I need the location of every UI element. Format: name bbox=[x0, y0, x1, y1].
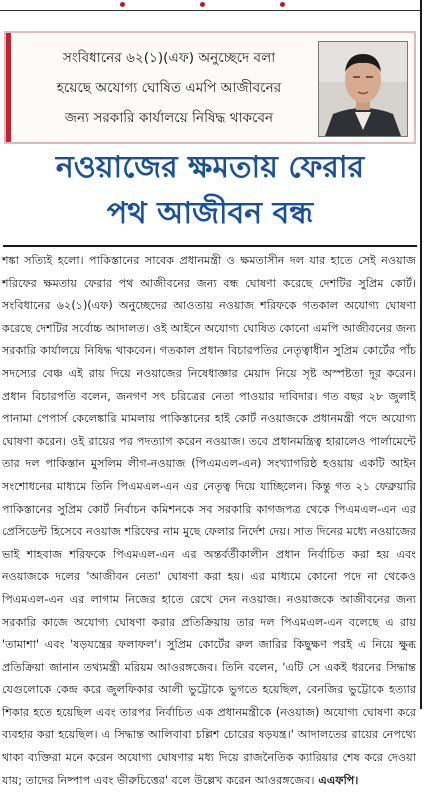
portrait-photo bbox=[318, 41, 408, 137]
decorative-dot bbox=[280, 2, 285, 7]
article-paragraph bbox=[2, 250, 416, 792]
decorative-dot bbox=[200, 2, 205, 7]
headline-line: পথ আজীবন বন্ধ bbox=[106, 196, 314, 231]
decorative-dot bbox=[120, 2, 125, 7]
top-border bbox=[0, 0, 420, 11]
subheadline-line: সংবিধানের ৬২(১)(এফ) অনুচ্ছেদে বলা bbox=[62, 50, 276, 66]
subheadline-box bbox=[4, 31, 416, 144]
subheadline bbox=[16, 43, 322, 133]
portrait-illustration bbox=[319, 42, 407, 136]
subheadline-accent-bar bbox=[6, 33, 11, 142]
subheadline-line: হয়েছে অযোগ্য ঘোষিত এমপি আজীবনের bbox=[56, 80, 282, 96]
headline bbox=[0, 145, 420, 237]
subheadline-line: জন্য সরকারি কার্যালয়ে নিষিদ্ধ থাকবেন bbox=[64, 110, 274, 126]
headline-divider bbox=[3, 245, 417, 247]
agency-credit: এএফপি। bbox=[314, 773, 359, 787]
article-text: শঙ্কা সত্যিই হলো। পাকিস্তানের সাবেক প্রধানমন্ত্রী ও ক্ষমতাসীন দল যার হাতে সেই নওয়াজ শরিফের ক্ষমতায় ফেরার পথ আজীবনের জন্য বন্ধ ঘোষণা করেছে দেশটির সুপ্রিম কোর্ট। সংবিধানের ৬২(১)(এফ) অনুচ্ছেদের আওতায় নওয়াজ শরিফকে গতকাল অযোগ্য ঘোষণা করেছে দেশটির সর্বোচ্চ আদালত। ওই আইনে অযোগ্য ঘোষিত কোনো এমপি আজীবনের জন্য সরকারি কার্যালয়ে নিষিদ্ধ থাকবেন। গতকাল প্রধান বিচারপতির নেতৃত্বাধীন সুপ্রিম কোর্টের পাঁচ সদস্যের বেঞ্চ এই রায় দিয়ে নওয়াজের নিষেধাজ্ঞার মেয়াদ নিয়ে সৃষ্ট অস্পষ্টতা দূর করেন। প্রধান বিচারপতি বলেন, জনগণ সৎ চরিত্রের নেতা পাওয়ার দাবিদার। গত বছর ২৮ জুলাই পানামা পেপার্স কেলেঙ্কারি মামলায় পাকিস্তানের হাই কোর্ট নওয়াজকে প্রধানমন্ত্রী পদে অযোগ্য ঘোষণা করেন। ওই রায়ের পর পদত্যাগ করেন নওয়াজ। তবে প্রধানমন্ত্রিত্ব হারালেও পার্লামেন্টে তার দল পাকিস্তান মুসলিম লীগ-নওয়াজ (পিএমএল-এন) সংখ্যাগরিষ্ঠ হওয়ায় একটি আইন সংশোধনের মাধ্যমে তিনি পিএমএল-এন এর নেতৃত্ব দিয়ে যাচ্ছিলেন। কিন্তু গত ২১ ফেব্রুয়ারি পাকিস্তানের সুপ্রিম কোর্ট নির্বাচন কমিশনকে সব সরকারি কাগজপত্র থেকে পিএমএল-এন এর প্রেসিডেন্ট হিসেবে নওয়াজ শরিফের নাম মুছে ফেলার নির্দেশ দেয়। সাত দিনের মধ্যে নওয়াজের ভাই শাহবাজ শরিফকে পিএমএল-এন এর অন্তর্বর্তীকালীন প্রধান নির্বাচিত করা হয় এবং নওয়াজকে দলের 'আজীবন নেতা' ঘোষণা করা হয়। এর মাধ্যমে কোনো পদে না থেকেও পিএমএল-এন এর লাগাম নিজের হাতে রেখে দেন নওয়াজ। নওয়াজকে আজীবনের জন্য সরকারি কাজে অযোগ্য ঘোষণা করার প্রতিক্রিয়ায় তার দল পিএমএল-এন বলেছে এ রায় 'তামাশা' এবং 'ষড়যন্ত্রের ফলাফল'। সুপ্রিম কোর্টের রুল জারির কিছুক্ষণ পরই এ নিয়ে ক্ষুব্ধ প্রতিক্রিয়া জানান তথ্যমন্ত্রী মরিয়ম আওরঙ্গজেব। তিনি বলেন, 'এটি সে একই ধরনের সিদ্ধান্ত যেগুলোকে কেন্দ্র করে জুলফিকার আলী ভুট্টোকে ভুগতে হয়েছিল, বেনজির ভুট্টোকে হত্যার শিকার হতে হয়েছিল এবং তারপর নির্বাচিত এক প্রধানমন্ত্রীকে (নওয়াজ) অযোগ্য ঘোষণা করে ব্যবহার করা হয়েছিল। এ সিদ্ধান্ত আলিবাবা চল্লিশ চোরের ষড়যন্ত্র।' আদালতের রায়ের নেপথ্যে থাকা ব্যক্তিরা মনে করেন অযোগ্য ঘোষণার মধ্য দিয়ে রাজনৈতিক ক্যারিয়ার শেষ করে দেওয়া যায়; তাদের নিষ্পাপ এবং ভীরুচিত্তের' বলে উল্লেখ করেন আওরঙ্গজেব। bbox=[2, 254, 416, 787]
headline-line: নওয়াজের ক্ষমতায় ফেরার bbox=[55, 150, 365, 185]
article-body bbox=[2, 250, 416, 787]
